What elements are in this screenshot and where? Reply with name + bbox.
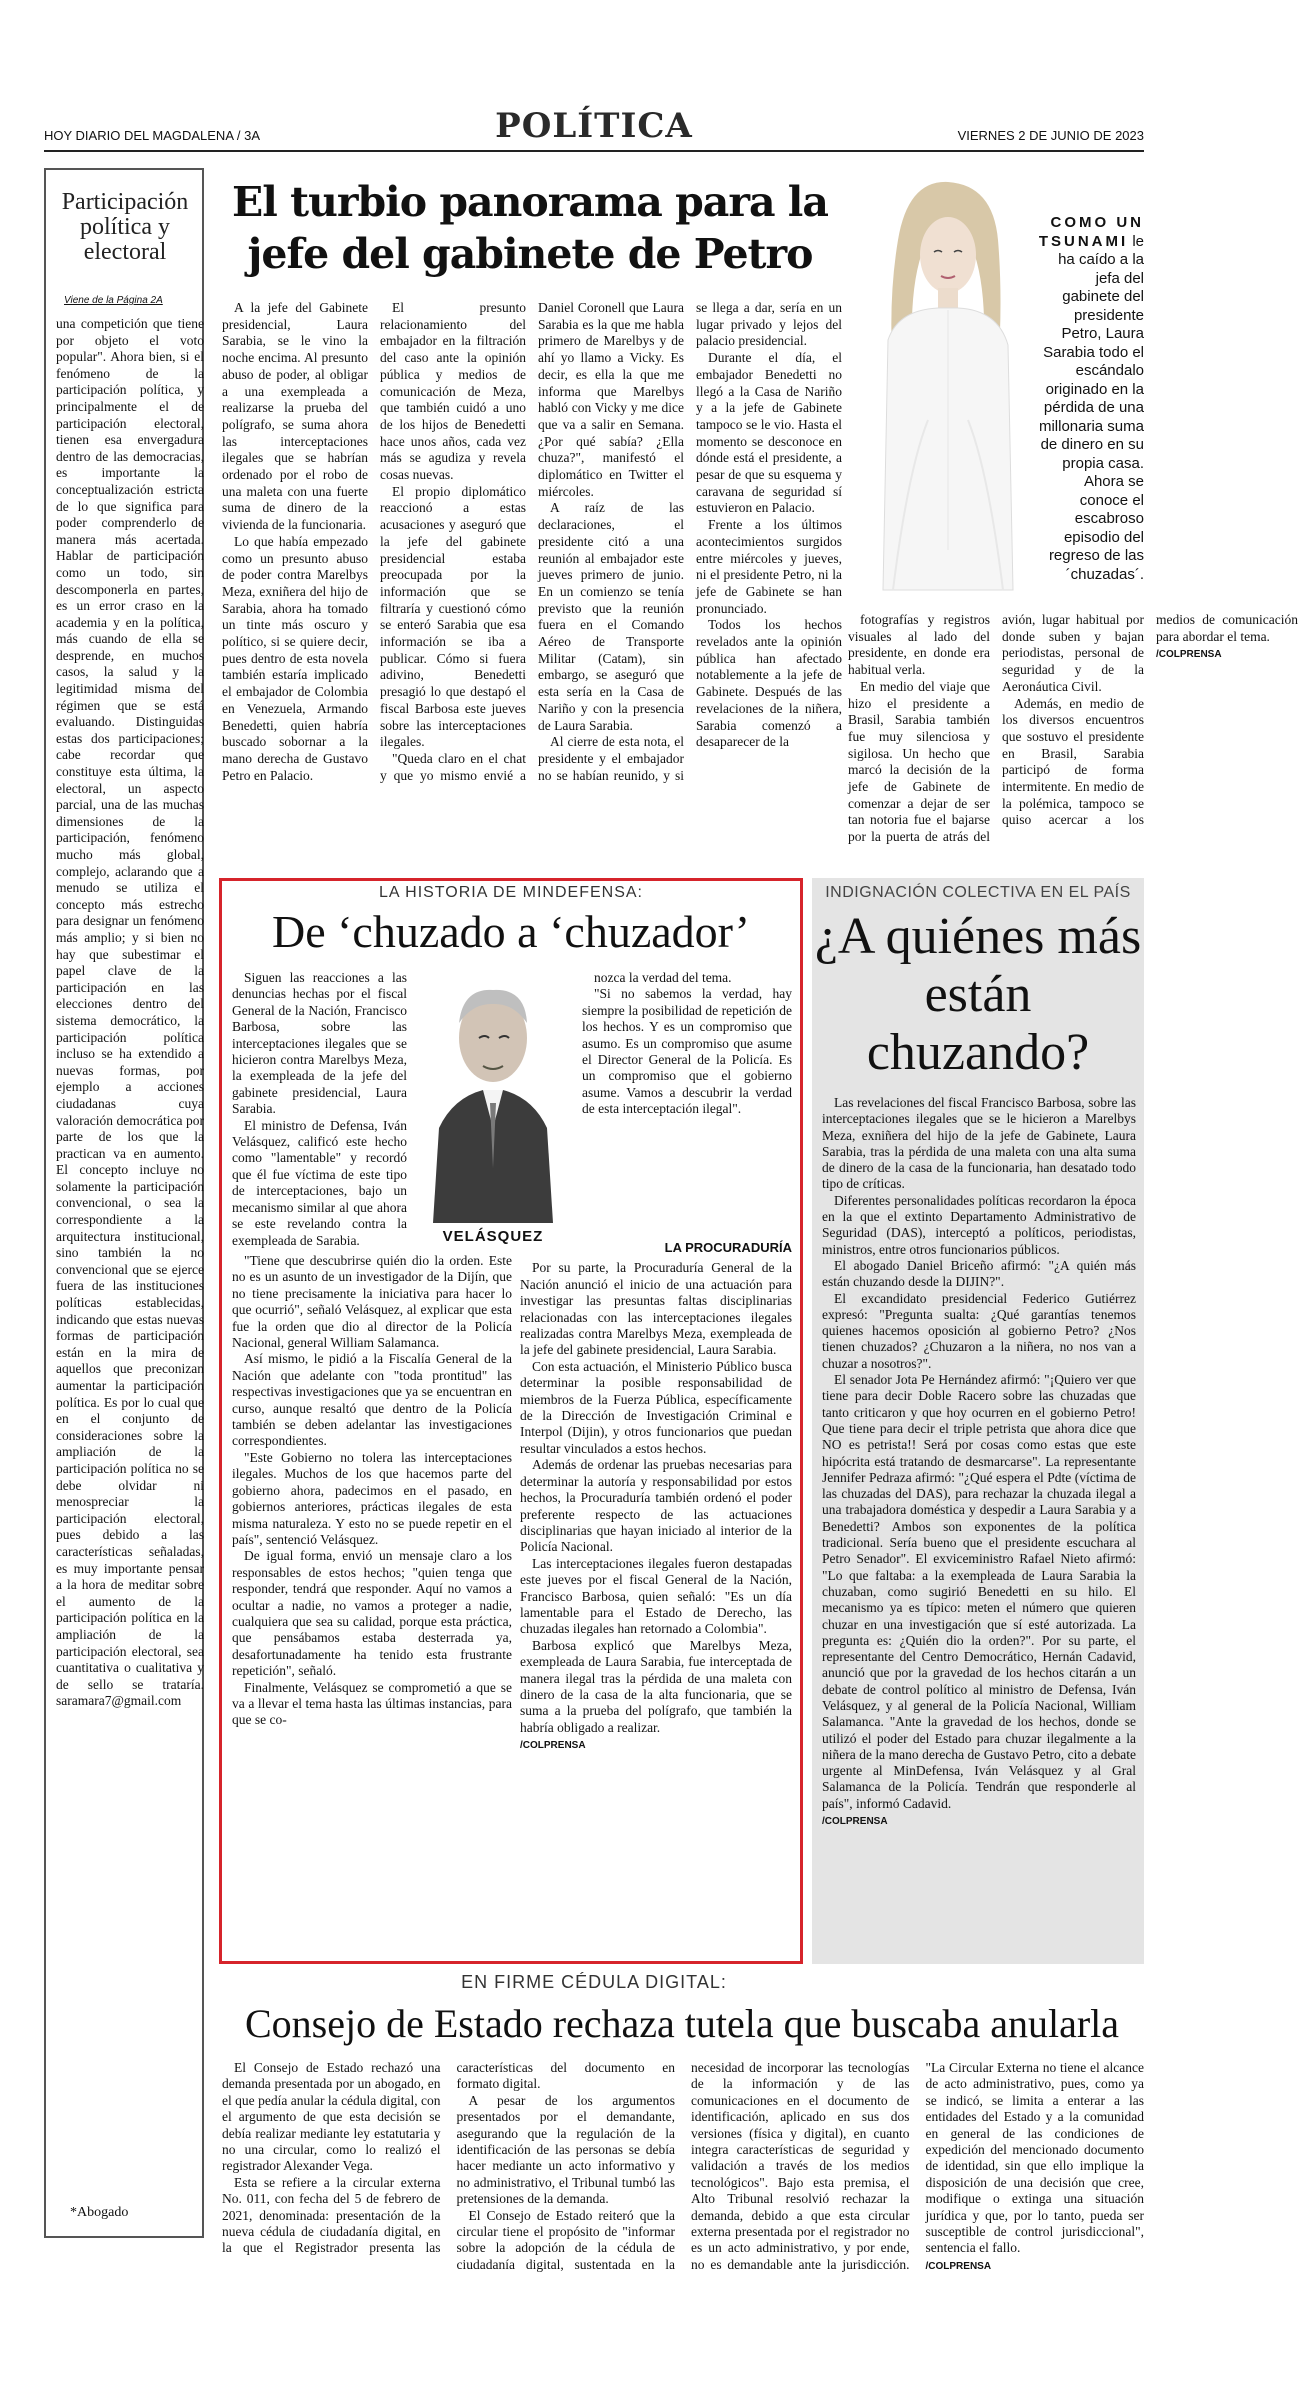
paragraph: Por su parte, la Procuraduría General de la Nación anunció el inicio de una actuación para investigar las presuntas faltas disciplinarias relacionadas con las interceptaciones ilegales realizadas contra Marelbys Meza, exempleada de la jefe del gabinete presidencial, Laura Sarabia. [520, 1260, 792, 1358]
publication-date: VIERNES 2 DE JUNIO DE 2023 [957, 128, 1144, 143]
mindefensa-headline: De ‘chuzado a ‘chuzador’ [271, 906, 751, 957]
paragraph: De igual forma, envió un mensaje claro a los responsables de estos hechos; "quien tenga que responder, tendrá que responder. Aquí no vamos a ocultar a nadie, no vamos a proteger a nadie, cualquiera que sea su calidad, porque esta práctica, que pensábamos estaba desterrada ya, desafortunadamente ha tenido esta frustrante repetición", señaló. [232, 1548, 512, 1679]
paragraph: Las interceptaciones ilegales fueron destapadas este jueves por el fiscal General de la Nación, Francisco Barbosa, quien señaló: "Es un día lamentable para el Estado de Derecho, las chuzadas ilegales han retornado a Colombia". [520, 1555, 792, 1637]
paragraph: Barbosa explicó que Marelbys Meza, exempleada de Laura Sarabia, fue interceptada de manera ilegal tras la pérdida de una maleta con dinero de la casa de la alta funcionaria, que se suma a la prueba del polígrafo, que también la habría obligado a realizar. [520, 1637, 792, 1735]
header-divider [44, 150, 1144, 152]
paragraph: A la jefe del Gabinete presidencial, Laura Sarabia, se le vino la noche encima. Al presunto abuso de poder, al obligar a una exempleada a realizarse la prueba del polígrafo, se suma ahora las interceptaciones ilegales que se habrían ordenado por el robo de una maleta con una fuerte suma de dinero de la vivienda de la funcionaria. [222, 300, 368, 533]
mindefensa-kicker: LA HISTORIA DE MINDEFENSA: [379, 884, 643, 901]
velasquez-caption: VELÁSQUEZ [442, 1228, 544, 1245]
photo-caption [1036, 214, 1144, 584]
author-role: *Abogado [70, 2205, 129, 2220]
paragraph: "Si no sabemos la verdad, hay siempre la posibilidad de repetición de los hechos. Y es un compromiso que asumo. Es un compromiso que asume el Director General de la Policía. Es un compromiso que el gobierno asume. Vamos a descubrir la verdad de esta interceptación ilegal". [582, 986, 792, 1117]
paragraph: Las revelaciones del fiscal Francisco Barbosa, sobre las interceptaciones ilegales que se le hicieron a Marelbys Meza, exniñera del hijo de la jefe de Gabinete, Laura Sarabia, tras la pérdida de una maleta con una alta suma de dinero de la casa de la funcionaria, han desatado todo tipo de críticas. [822, 1095, 1136, 1192]
paragraph: El propio diplomático reaccionó a estas acusaciones y aseguró que la jefe del gabinete presidencial estaba preocupada por la información que se filtraría y cuestionó cómo se enteró Sarabia que esa información se iba a publicar. Cómo si fuera adivino, Benedetti presagió lo que destapó el fiscal Barbosa este jueves sobre las interceptaciones ilegales. [380, 483, 526, 750]
paragraph: Además de ordenar las pruebas necesarias para determinar la autoría y responsabilidad por estos hechos, la Procuraduría también ordenó el poder preferente respecto de las actuaciones disciplinarias que hayan iniciado al interior de la Policía Nacional. [520, 1457, 792, 1555]
paragraph: fotografías y registros visuales al lado del presidente, en donde era habitual verla. [848, 612, 990, 678]
paragraph: Así mismo, le pidió a la Fiscalía General de la Nación que adelante con "toda prontitud" las respectivas investigaciones que ya se encuentran en curso, aunque resaltó que dentro de la Policía también se deben adelantar las investigaciones correspondientes. [232, 1351, 512, 1449]
mindefensa-lower-right [520, 1240, 792, 1950]
section-title: POLÍTICA [495, 106, 693, 146]
paragraph: El presunto relacionamiento del embajador en la filtración del caso ante la opinión pública y medios de comunicación de Meza, que también cuidó a uno de los hijos de Benedetti hace unos años, cada vez más se agudiza y revela cosas nuevas. [380, 300, 526, 483]
paragraph: A raíz de las declaraciones, el presidente citó a una reunión al embajador este jueves primero de junio. En un comienzo se tenía previsto que la reunión fuera en el Comando Aéreo de Transporte Militar (Catam), sin embargo, se aseguró que esta sería en la Casa de Nariño y con la presencia de Laura Sarabia. [538, 500, 684, 733]
agency-credit: /COLPRENSA [520, 1740, 586, 1752]
paragraph: Todos los hechos revelados ante la opinión pública han afectado notablemente a la jefe de Gabinete. Después de las revelaciones de la niñera, Sarabia comenzó a desaparecer de la [696, 617, 842, 750]
paragraph: El ministro de Defensa, Iván Velásquez, calificó este hecho como "lamentable" y recordó que él fue víctima de este tipo de interceptaciones, bajo un mecanismo similar al que ahora se este revelando contra la exempleada de Sarabia. [232, 1117, 407, 1248]
paragraph: El abogado Daniel Briceño afirmó: "¿A quién más están chuzando desde la DIJIN?". [822, 1257, 1136, 1290]
photo-caption-text: le ha caído a la jefa del gabinete del presidente Petro, Laura Sarabia todo el escándalo originado en la pérdida de una millonaria suma de dinero en su propia casa. Ahora se conoce el escabroso episodio del regreso de las ´chuzadas´. [1038, 232, 1144, 583]
paragraph: Siguen las reacciones a las denuncias hechas por el fiscal General de la Nación, Francisco Barbosa, sobre las interceptaciones ilegales que se hicieron contra Marelbys Meza, la exempleada de la jefe del gabinete presidencial, Laura Sarabia. [232, 970, 407, 1117]
photo-caption-lead: COMO UN TSUNAMI [1038, 214, 1144, 250]
paragraph: El Consejo de Estado rechazó una demanda presentada por un abogado, en el que pedía anular la cédula digital, con el argumento de que esta decisión se debía realizar mediante ley estatutaria y no una circular, como lo realizó el registrador Alexander Vega. [222, 2060, 441, 2174]
opinion-column-body: una competición que tiene por objeto el voto popular". Ahora bien, si el fenómeno de la participación política, y principalmente el de participación electoral, tienen esa envergadura dentro de las democracias, es importante la conceptualización estricta de lo que significa para poder comprenderlo de manera más acertada. Hablar de participación como un todo, sin descomponerla en partes, es un error craso en la academia y en la política, más cuando de ella se desprende, en muchos casos, la salud y la legitimidad misma del régimen que se está evaluando. Distinguidas estas dos participaciones; cabe recordar que constituye esta última, la electoral, un aspecto parcial, una de las muchas dimensiones de la participación, fenómeno mucho más global, complejo, aclarando que a menudo se utiliza el concepto más estrecho para designar un fenómeno más amplio; y si bien no hay que subestimar el papel clave de la participación en las elecciones dentro del sistema democrático, la participación política incluso se ha extendido a nuevas formas, por ejemplo a acciones ciudadanas cuya valoración democrática por parte de los que la practican va en aumento. El concepto incluye no solamente la participación convencional, o sea la correspondiente a la arquitectura institucional, sino también la no convencional que se ejerce fuera de las instituciones políticas establecidas, indicando que estas nuevas formas de participación están en la mira de aquellos que preconizan aumentar la participación política. Es por lo cual que en el conjunto de consideraciones sobre la ampliación de la participación política no se debe olvidar ni menospreciar la participación electoral, pues debido a las características señaladas, es muy importante pensar a la hora de meditar sobre el aumento de la participación política en la ampliación de la participación electoral, sea cuantitativa o cualitativa y de sello se trataría. saramara7@gmail.com [56, 316, 204, 1709]
paragraph: Finalmente, Velásquez se comprometió a que se va a llevar el tema hasta las últimas instancias, para que se co- [232, 1679, 512, 1728]
cedula-kicker: EN FIRME CÉDULA DIGITAL: [461, 1972, 727, 1992]
agency-credit: /COLPRENSA [1156, 649, 1222, 661]
cedula-headline: Consejo de Estado rechaza tutela que buscaba anularla [244, 2001, 1120, 2046]
paragraph: "Queda claro en el chat y que yo mismo envié a Daniel Coronell que Laura Sarabia es la que me habla primero de Marelbys y de ahí yo llamo a Vicky. Es decir, es ella la que me informa que Marelbys habló con Vicky y me dice que va a salir en Semana. ¿Por qué sabía? ¿Ella chuza?", manifestó el diplomático en Twitter el miércoles. [380, 300, 684, 783]
paragraph: "Este Gobierno no tolera las interceptaciones ilegales. Muchos de los que hacemos parte del gobierno ahora, padecimos en el pasado, en gobiernos anteriores, prácticas ilegales de esta misma naturaleza. Y esto no se puede repetir en el país", sentenció Velásquez. [232, 1449, 512, 1547]
mindefensa-col-3 [582, 970, 792, 1230]
paragraph: nozca la verdad del tema. [594, 970, 732, 985]
agency-credit: /COLPRENSA [925, 2260, 992, 2272]
paragraph: Frente a los últimos acontecimientos surgidos entre miércoles y jueves, ni el presidente Petro, ni la jefe de Gabinete se han pronunciado. [696, 517, 842, 616]
indignacion-headline: ¿A quiénes más están chuzando? [814, 908, 1142, 1081]
newspaper-name: HOY DIARIO DEL MAGDALENA / 3A [44, 128, 261, 143]
procuraduria-subhead: LA PROCURADURÍA [664, 1240, 792, 1255]
paragraph: Lo que había empezado como un presunto abuso de poder contra Marelbys Meza, exniñera del hijo de Sarabia, ahora ha tomado un tinte más oscuro y político, si se quiere decir, pues dentro de esta novela también estaría implicado el embajador de Colombia en Venezuela, Armando Benedetti, quien habría buscado sobornar a la mano derecha de Gustavo Petro en Palacio. [222, 533, 368, 783]
paragraph: Con esta actuación, el Ministerio Público busca determinar la posible responsabilidad de miembros de la Fuerza Pública, específicamente de la Dirección de Investigación Criminal e Interpol (Dijin), y otros funcionarios que puedan resultar vinculados a estos hechos. [520, 1358, 792, 1456]
mindefensa-col-1 [232, 970, 407, 1250]
sarabia-photo [848, 170, 1028, 610]
mindefensa-lower-left [232, 1253, 512, 1953]
page-header [44, 106, 1144, 146]
main-article-body [222, 300, 842, 860]
paragraph: El senador Jota Pe Hernández afirmó: "¡Quiero ver que tiene para decir Doble Racero sobre las chuzadas que tanto criticaron y que hoy ocurren en el gobierno Petro! Que tiene para decir el triple petrista que ahora dice que NO es petrista!! Será por cosas como estas que este hipócrita está tratando de desmarcarse". La representante Jennifer Pedraza afirmó: "¿Qué espera el Pdte (víctima de las chuzadas del DAS), para rechazar la chuzada ilegal a una trabajadora doméstica y despedir a Laura Sarabia y a Benedetti? Ambos son exponentes de la política tradicional. Sería bueno que el presidente escuchara al Petro Senador". El exviceministro Rafael Nieto afirmó: "Lo que faltaba: a la exempleada de Laura Sarabia la chuzaban, como sugirió Benedetti en su hilo. El mecanismo ya es típico: meten el número que quieren chuzar en una investigación que sí esté autorizada. La pregunta es: ¿Quién dio la orden?". Por su parte, el representante del Centro Democrático, Hernán Cadavid, anunció que por la gravedad de los hechos citarán a un debate de control político al ministro de Defensa, Iván Velásquez, y al general de la Policía Nacional, William Salamanca. "Ante la gravedad de los hechos, donde se utilizó el poder del Estado para chuzar ilegalmente a la niñera de la mano derecha de Gustavo Petro, cito a debate urgente al MinDefensa, Iván Velásquez y al Gral Salamanca de la Policía. Tendrán que responderle al país", informó Cadavid. [822, 1372, 1136, 1811]
main-article-continued [848, 612, 1298, 862]
paragraph: Esta se refiere a la circular externa No. 011, con fecha del 5 de febrero de 2021, denominada: presentación de la nueva cédula de ciudadanía digital, en la que el Registrador presenta las características del documento en formato digital. [222, 2060, 675, 2256]
paragraph: Al cierre de esta nota, el presidente y el embajador no se habían reunido, y si se llega a dar, sería en un lugar privado y lejos del palacio presidencial. [538, 300, 842, 783]
paragraph: "Tiene que descubrirse quién dio la orden. Este no es un asunto de un investigador de la Dijín, que no tiene precisamente la iniciativa para hacer lo que ocurrió", señaló Velásquez, al explicar que esta fue la orden que dio al director de la Policía Nacional, general William Salamanca. [232, 1253, 512, 1351]
continued-from-link[interactable]: Viene de la Página 2A [64, 295, 163, 306]
paragraph: El Consejo de Estado reiteró que la circular tiene el propósito de "informar sobre la adopción de la cédula de ciudadanía digital, sustentada en la necesidad de incorporar las tecnologías de la información y de las comunicaciones en el documento de identificación, aplicado en sus dos versiones (física y digital), en cuanto integra características de seguridad y validación a través de los medios tecnológicos". Bajo esta premisa, el Alto Tribunal resolvió rechazar la demanda, debido a que esta circular externa presentada por el registrador no es un acto administrativo, y por ende, no es demandable ante la jurisdicción. "La Circular Externa no tiene el alcance de acto administrativo, pues, como ya se indicó, se limita a enterar a las entidades del Estado y a la comunidad en general de las condiciones de expedición del mencionado documento de identidad, sin que ello implique la disposición de una decisión que cree, modifique o extinga una situación jurídica y que, por lo tanto, pueda ser susceptible de control jurisdiccional", sentencia el fallo. [456, 2060, 1144, 2272]
paragraph: En medio del viaje que hizo el presidente a Brasil, Sarabia también fue muy silenciosa y sigilosa. Un hecho que marcó la decisión de la jefe de Gabinete de comenzar a dejar de ser tan notoria fue el bajarse por la puerta de atrás del avión, lugar habitual por donde suben y bajan periodistas, personal de seguridad y de la Aeronáutica Civil. [848, 612, 1144, 845]
paragraph: Durante el día, el embajador Benedetti no llegó a la Casa de Nariño y a la jefe de Gabinete tampoco se le vio. Hasta el momento se desconoce en dónde está el presidente, a pesar de que su esquema y caravana de seguridad sí estuvieron en Palacio. [696, 350, 842, 516]
opinion-column-title: Participación política y electoral [61, 189, 189, 265]
paragraph: Además, en medio de los diversos encuentros que sostuvo el presidente en Brasil, Sarabia participó de forma intermitente. En medio de la polémica, tampoco se quiso acercar a los medios de comunicación para abordar el tema. [1002, 612, 1298, 828]
velasquez-photo [413, 968, 573, 1173]
paragraph: A pesar de los argumentos presentados por el demandante, asegurando que la regulación de la identificación de las personas se debía hacer mediante un acto informativo y no administrativo, el Tribunal tumbó las pretensiones de la demanda. [456, 2092, 675, 2207]
paragraph: Diferentes personalidades políticas recordaron la época en la que el extinto Departamento Administrativo de Seguridad (DAS), interceptó a políticos, periodistas, ministros, entre otros funcionarios públicos. [822, 1192, 1136, 1257]
main-headline: El turbio panorama para la jefe del gabinete de Petro [232, 178, 828, 278]
agency-credit: /COLPRENSA [822, 1816, 888, 1828]
paragraph: El excandidato presidencial Federico Gutiérrez expresó: "Pregunta sualta: ¿Qué garantías tenemos quienes hacemos oposición al gobierno Petro? ¿Nos tienen chuzados? ¿Chuzaron a la niñera, no nos van a chuzar a nosotros?". [822, 1290, 1136, 1371]
indignacion-kicker: INDIGNACIÓN COLECTIVA EN EL PAÍS [825, 884, 1131, 901]
indignacion-body [822, 1095, 1136, 1955]
cedula-body [222, 2060, 1144, 2360]
